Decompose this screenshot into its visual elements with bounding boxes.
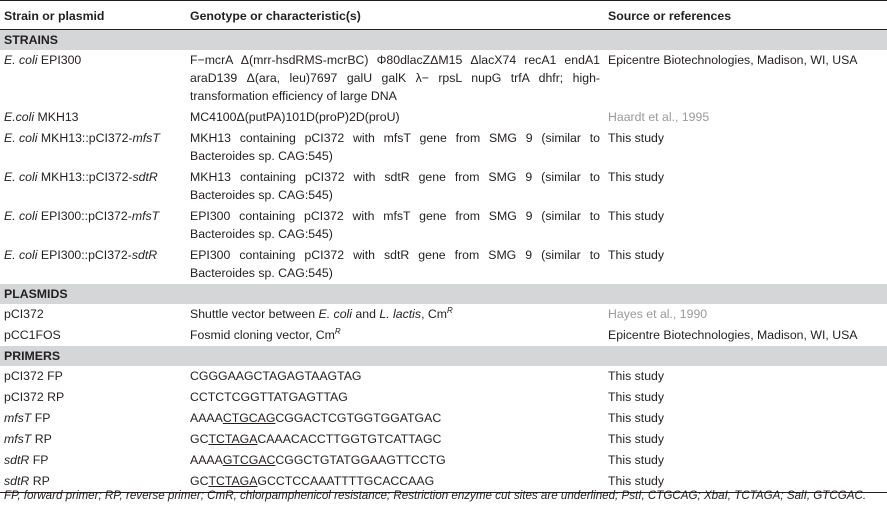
genotype-cell: EPI300 containing pCI372 with sdtR gene from SMG 9 (similar to Bacteroides sp. CAG:545) xyxy=(190,248,600,280)
primer-name: pCI372 RP xyxy=(4,390,65,404)
source-cell: This study xyxy=(608,248,665,262)
table-row xyxy=(0,50,887,107)
source-cell: This study xyxy=(608,390,665,404)
header-genotype: Genotype or characteristic(s) xyxy=(186,1,604,30)
table-row xyxy=(0,167,887,206)
primer-sequence: AAAACTGCAGCGGACTCGTGGTGGATGAC xyxy=(190,411,442,425)
header-source: Source or references xyxy=(604,1,887,30)
restriction-site: TCTAGA xyxy=(208,432,258,446)
table-row xyxy=(0,366,887,387)
table-row xyxy=(0,128,887,167)
table-row xyxy=(0,107,887,128)
genotype-text: F−mcrA Δ(mrr-hsdRMS-mcrBC) Φ80dlacZΔM15 ΔlacX74 recA1 endA1 araD139 Δ(ara, leu)7697 galU galK λ− rpsL nupG trfA dhfr; high-transformation efficiency of large DNA xyxy=(190,53,600,103)
primer-sequence: AAAAGTCGACCGGCTGTATGGAAGTTCCTG xyxy=(190,453,446,467)
genotype-cell: Shuttle vector between E. coli and L. lactis, $Cm^R$ xyxy=(190,306,453,321)
primer-sequence: GCTCTAGAGCCTCCAAATTTTGCACCAAG xyxy=(186,471,604,493)
primer-name: sdtR FP xyxy=(4,453,49,467)
source-cell: Haardt et al., 1995 xyxy=(608,110,710,124)
primer-sequence: CGGGAAGCTAGAGTAAGTAG xyxy=(190,369,362,383)
genotype-cell: EPI300 containing pCI372 with mfsT gene from SMG 9 (similar to Bacteroides sp. CAG:545) xyxy=(190,209,600,241)
source-cell: This study xyxy=(608,170,665,184)
table-row xyxy=(0,304,887,325)
strain-name: E. coli EPI300 xyxy=(4,53,82,67)
primer-sequence: CCTCTCGGTTATGAGTTAG xyxy=(190,390,348,404)
strain-name: E. coli MKH13::pCI372-sdtR xyxy=(4,170,158,184)
table-footnote: FP, forward primer; RP, reverse primer; CmR, chlorpamphenicol resistance; Restriction enzyme cut sites are underlined; PstI, CTGCAG; XbaI, TCTAGA; SalI, GTCGAC. xyxy=(4,489,867,502)
primer-name: mfsT FP xyxy=(4,411,51,425)
restriction-site: CTGCAG xyxy=(222,411,276,425)
genotype-cell: MC4100Δ(putPA)101D(proP)2D(proU) xyxy=(190,110,400,124)
section-plasmids xyxy=(0,284,887,304)
genotype-cell: MKH13 containing pCI372 with mfsT gene from SMG 9 (similar to Bacteroides sp. CAG:545) xyxy=(190,131,600,163)
genotype-cell: MKH13 containing pCI372 with sdtR gene from SMG 9 (similar to Bacteroides sp. CAG:545) xyxy=(190,170,600,202)
table-row xyxy=(0,408,887,429)
table-row xyxy=(0,206,887,245)
primer-name: mfsT RP xyxy=(4,432,52,446)
source-cell: This study xyxy=(608,131,665,145)
section-strains xyxy=(0,30,887,51)
strain-name: E. coli EPI300::pCI372-sdtR xyxy=(4,248,158,262)
table-row xyxy=(0,325,887,346)
source-cell: Epicentre Biotechnologies, Madison, WI, USA xyxy=(608,328,858,342)
section-primers xyxy=(0,346,887,366)
table-row xyxy=(0,387,887,408)
plasmid-name: pCI372 xyxy=(4,307,44,321)
primer-name: sdtR RP xyxy=(0,471,186,493)
table-row xyxy=(0,245,887,284)
source-cell: Hayes et al., 1990 xyxy=(608,307,708,321)
plasmid-name: pCC1FOS xyxy=(4,328,61,342)
strain-name: E.coli MKH13 xyxy=(4,110,79,124)
restriction-site: GTCGAC xyxy=(222,453,276,467)
section-label: STRAINS xyxy=(0,30,887,51)
source-cell: Epicentre Biotechnologies, Madison, WI, USA xyxy=(608,53,858,67)
section-label: PLASMIDS xyxy=(0,284,887,304)
source-cell: This study xyxy=(608,411,665,425)
source-cell: This study xyxy=(604,471,887,493)
header-row xyxy=(0,1,887,30)
source-cell: This study xyxy=(608,369,665,383)
source-cell: This study xyxy=(608,432,665,446)
table-row xyxy=(0,429,887,450)
header-strain: Strain or plasmid xyxy=(0,1,186,30)
primer-name: pCI372 FP xyxy=(4,369,63,383)
source-cell: This study xyxy=(608,209,665,223)
strain-name: E. coli MKH13::pCI372-mfsT xyxy=(4,131,160,145)
section-label: PRIMERS xyxy=(0,346,887,366)
genotype-cell: Fosmid cloning vector, $Cm^R$ xyxy=(190,327,341,342)
restriction-site: TCTAGA xyxy=(208,474,258,488)
source-cell: This study xyxy=(608,453,665,467)
genotype-cell xyxy=(186,50,604,107)
table-row xyxy=(0,450,887,471)
strain-name: E. coli EPI300::pCI372-mfsT xyxy=(4,209,160,223)
primer-sequence: GCTCTAGACAAACACCTTGGTGTCATTAGC xyxy=(190,432,442,446)
